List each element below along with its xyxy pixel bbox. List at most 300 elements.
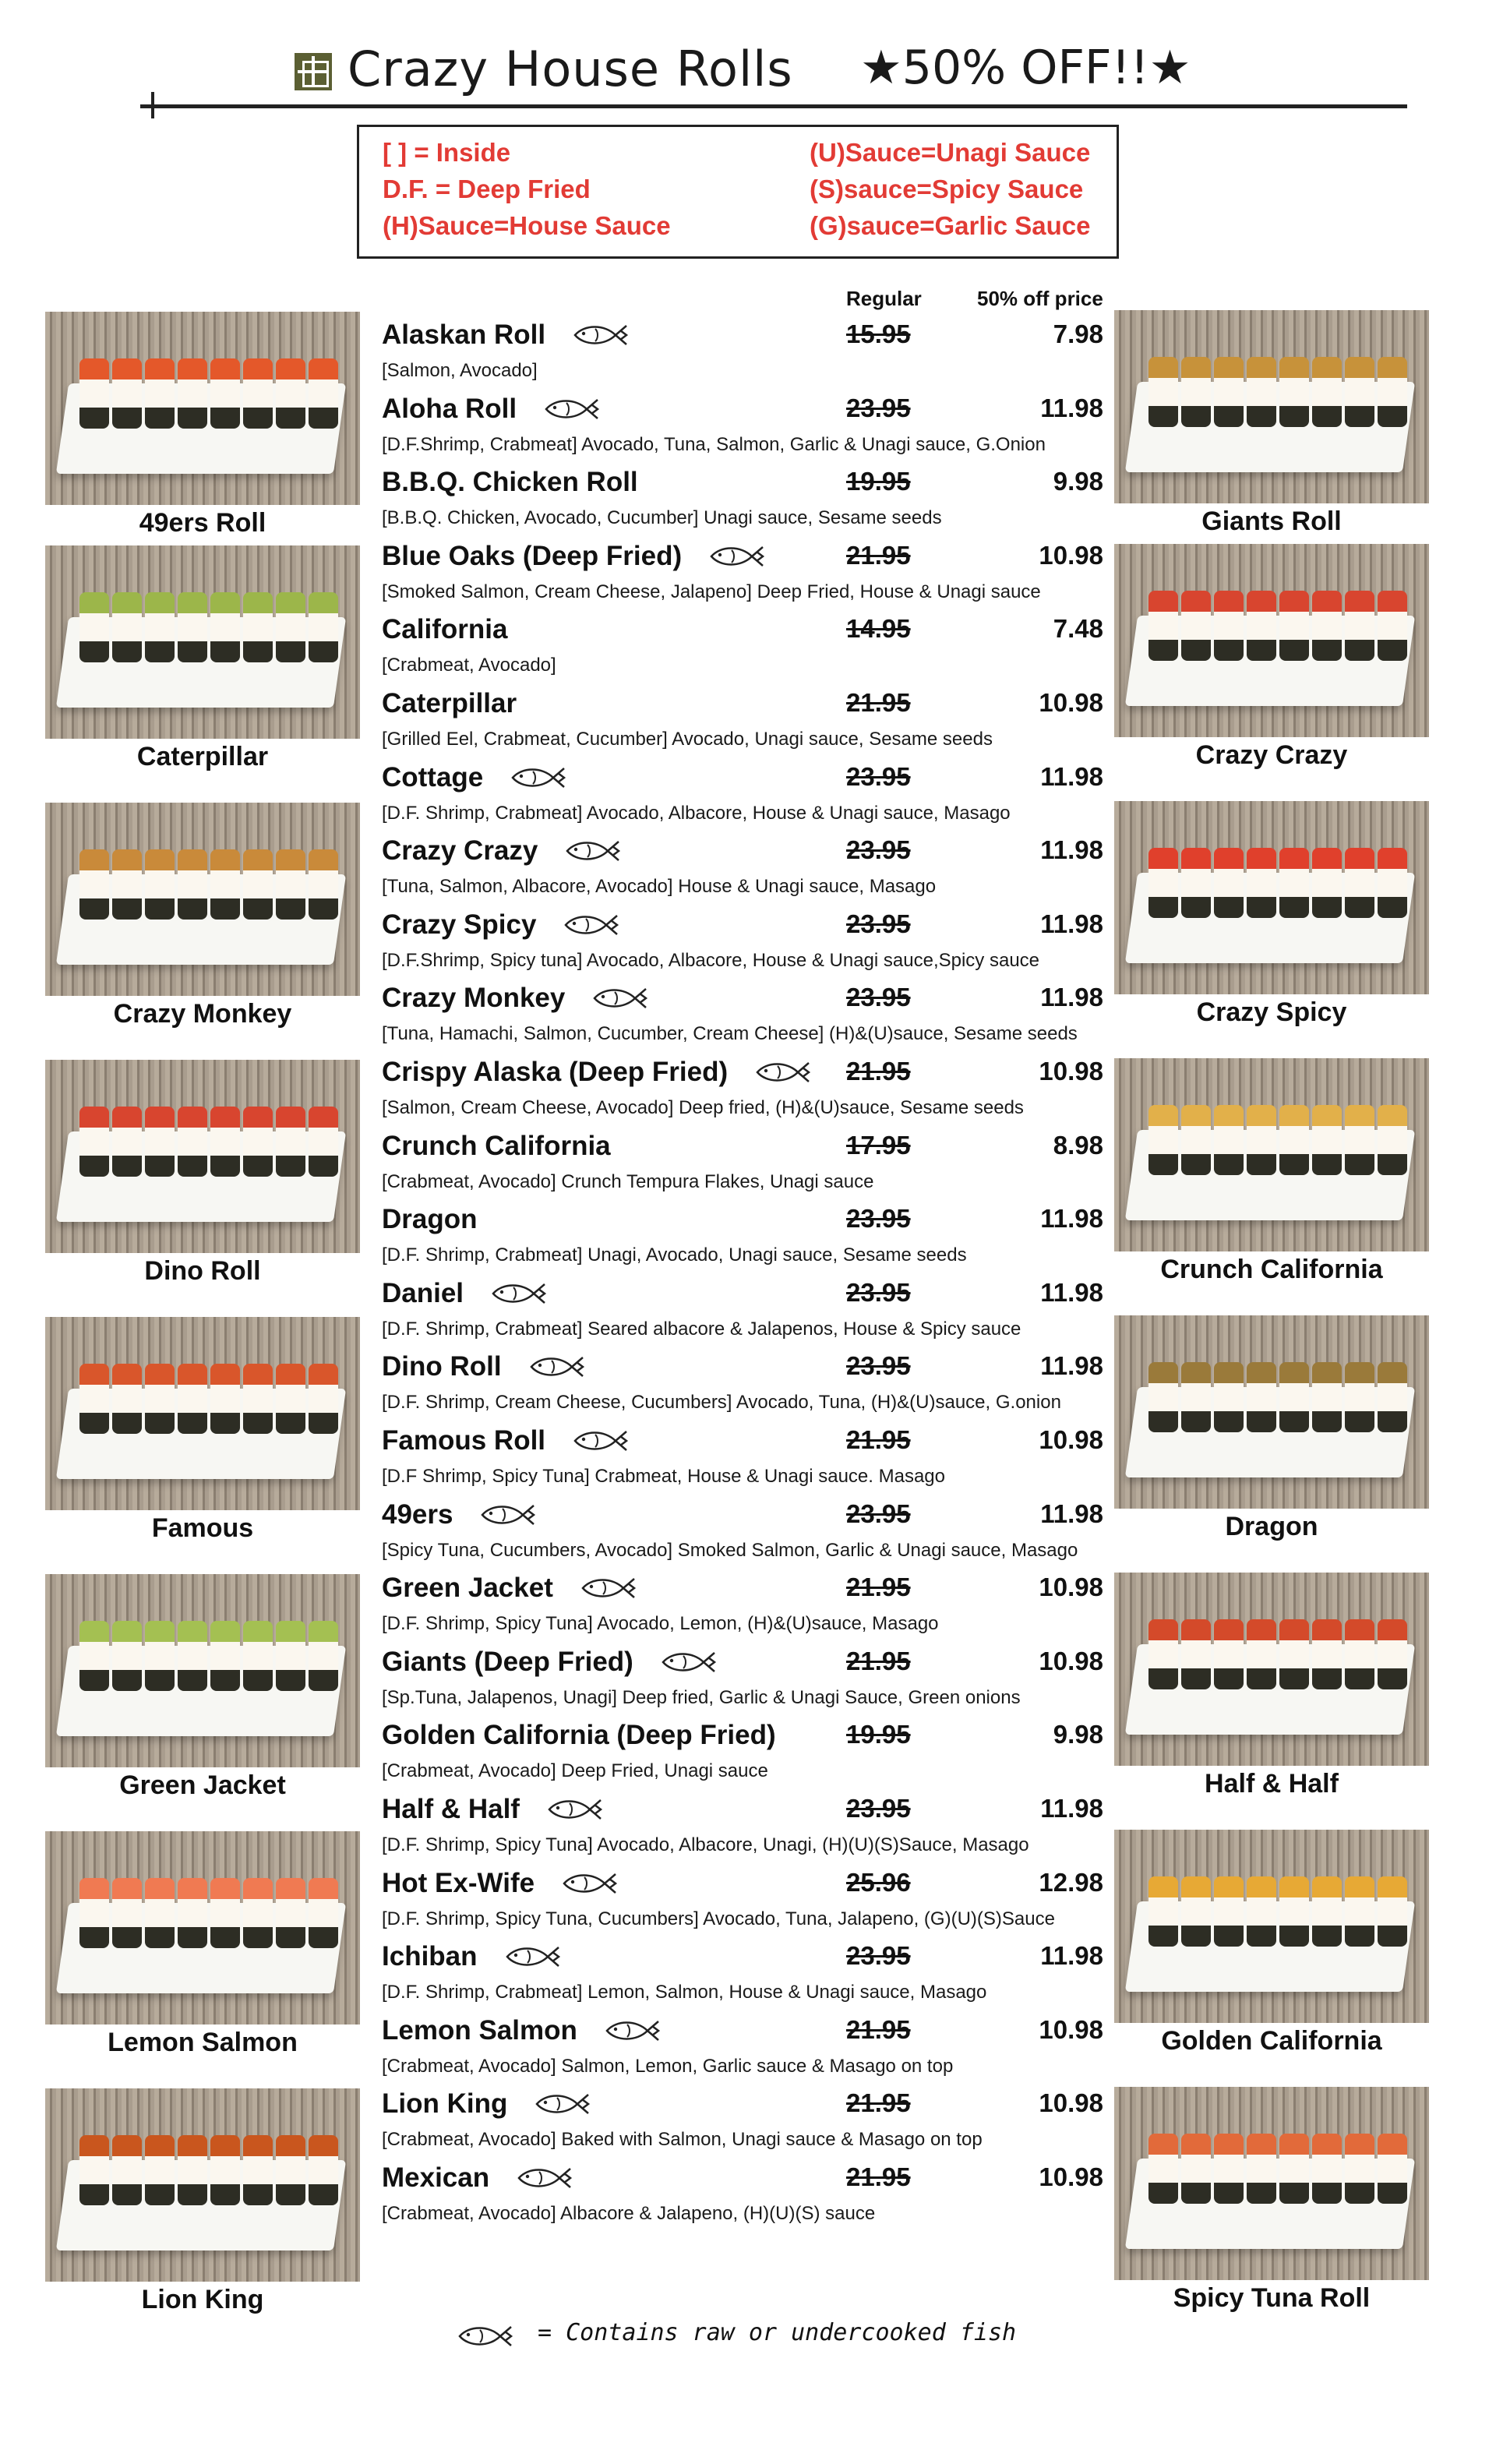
sushi-piece <box>1378 1362 1407 1432</box>
sushi-photo <box>45 312 360 505</box>
menu-item-description: [Salmon, Cream Cheese, Avocado] Deep fried, (H)&(U)sauce, Sesame seeds <box>382 1097 1024 1118</box>
sushi-piece <box>243 1107 273 1177</box>
sushi-piece <box>1279 1362 1309 1432</box>
regular-price: 21.95 <box>846 688 911 717</box>
menu-item-name: Crazy Crazy <box>382 835 538 867</box>
photo-caption: Giants Roll <box>1201 507 1342 536</box>
sushi-piece <box>1181 357 1211 427</box>
sushi-piece <box>145 1364 175 1434</box>
raw-fish-icon <box>457 2322 514 2350</box>
menu-item-description: [D.F. Shrimp, Crabmeat] Seared albacore & Jalapenos, House & Spicy sauce <box>382 1318 1021 1340</box>
sushi-photo <box>45 1574 360 1767</box>
menu-item-name: Green Jacket <box>382 1573 553 1604</box>
photo-caption: Crazy Crazy <box>1195 740 1348 770</box>
logo-cross <box>298 70 329 73</box>
sushi-piece <box>145 358 175 429</box>
sushi-piece <box>243 358 273 429</box>
photo-caption: Dino Roll <box>144 1256 261 1286</box>
menu-item-name: Blue Oaks (Deep Fried) <box>382 540 683 571</box>
sushi-piece <box>178 1878 207 1948</box>
menu-item-description: [D.F. Shrimp, Spicy Tuna, Cucumbers] Avocado, Tuna, Jalapeno, (G)(U)(S)Sauce <box>382 1908 1055 1929</box>
menu-item-description: [D.F. Shrimp, Spicy Tuna] Avocado, Albacore, Unagi, (H)(U)(S)Sauce, Masago <box>382 1834 1029 1855</box>
sale-price: 11.98 <box>1040 761 1103 791</box>
regular-price: 23.95 <box>846 1794 911 1823</box>
sushi-piece <box>1181 2134 1211 2204</box>
sushi-piece <box>145 592 175 662</box>
sushi-piece <box>1345 1362 1374 1432</box>
menu-item-name: Half & Half <box>382 1794 520 1824</box>
sushi-piece <box>243 1878 273 1948</box>
legend-house-sauce: (H)Sauce=House Sauce <box>383 211 671 240</box>
regular-price: 21.95 <box>846 2162 911 2191</box>
sushi-piece <box>112 592 142 662</box>
sushi-piece <box>1247 591 1276 661</box>
sushi-piece <box>112 1878 142 1948</box>
sushi-piece <box>309 592 338 662</box>
photo-caption: Famous <box>151 1513 254 1543</box>
sushi-piece <box>79 849 109 920</box>
raw-fish-icon <box>591 984 649 1012</box>
regular-price: 23.95 <box>846 835 911 865</box>
menu-item-name: Famous Roll <box>382 1425 546 1456</box>
header-divider <box>140 104 1407 108</box>
menu-item-name: Crunch California <box>382 1130 611 1161</box>
menu-item-description: [Sp.Tuna, Jalapenos, Unagi] Deep fried, Garlic & Unagi Sauce, Green onions <box>382 1686 1021 1708</box>
photo-caption: Crunch California <box>1160 1255 1383 1284</box>
sushi-piece <box>112 2135 142 2205</box>
menu-item-name: Crazy Monkey <box>382 983 566 1014</box>
sushi-piece <box>1378 591 1407 661</box>
sushi-piece <box>112 1107 142 1177</box>
sushi-piece <box>210 1364 240 1434</box>
sushi-piece <box>1279 2134 1309 2204</box>
sushi-piece <box>112 849 142 920</box>
menu-item-description: [Grilled Eel, Crabmeat, Cucumber] Avocado, Unagi sauce, Sesame seeds <box>382 729 993 750</box>
regular-price: 21.95 <box>846 2088 911 2118</box>
raw-fish-icon <box>572 321 630 349</box>
sale-price: 10.98 <box>1039 1646 1103 1675</box>
legend-inside: [ ] = Inside <box>383 138 511 167</box>
legend-box <box>357 125 1119 259</box>
sushi-piece <box>1378 2134 1407 2204</box>
sushi-piece <box>1312 1105 1342 1175</box>
sushi-piece <box>243 2135 273 2205</box>
sushi-piece <box>1312 357 1342 427</box>
sale-price: 10.98 <box>1039 1425 1103 1454</box>
sushi-piece <box>1214 848 1244 918</box>
raw-fish-icon <box>490 1280 548 1308</box>
sushi-piece <box>1345 1876 1374 1947</box>
sushi-photo <box>1114 1573 1429 1766</box>
menu-item-description: [Crabmeat, Avocado] Deep Fried, Unagi sauce <box>382 1760 768 1782</box>
menu-item-description: [Smoked Salmon, Cream Cheese, Jalapeno] Deep Fried, House & Unagi sauce <box>382 581 1041 602</box>
photo-caption: Half & Half <box>1205 1769 1339 1799</box>
regular-price: 23.95 <box>846 393 911 422</box>
menu-item-description: [Crabmeat, Avocado] Albacore & Jalapeno, (H)(U)(S) sauce <box>382 2203 876 2224</box>
sushi-piece <box>276 1878 305 1948</box>
regular-price: 14.95 <box>846 614 911 644</box>
menu-item-name: Ichiban <box>382 1941 478 1972</box>
regular-price: 21.95 <box>846 1573 911 1602</box>
sushi-piece <box>210 592 240 662</box>
sushi-photo <box>1114 544 1429 737</box>
sushi-piece <box>1378 1619 1407 1689</box>
sushi-piece <box>1247 1105 1276 1175</box>
sushi-piece <box>1247 848 1276 918</box>
sushi-piece <box>1181 591 1211 661</box>
menu-item-name: Mexican <box>382 2162 490 2193</box>
sushi-piece <box>1345 1619 1374 1689</box>
sushi-piece <box>309 849 338 920</box>
sale-price: 11.98 <box>1040 1794 1103 1823</box>
menu-item-description: [D.F. Shrimp, Spicy Tuna] Avocado, Lemon, (H)&(U)sauce, Masago <box>382 1613 939 1635</box>
menu-item-description: [Crabmeat, Avocado] <box>382 655 556 676</box>
sushi-piece <box>243 592 273 662</box>
menu-item-name: Lion King <box>382 2088 508 2120</box>
sushi-piece <box>1378 848 1407 918</box>
sushi-piece <box>243 1621 273 1691</box>
sushi-piece <box>1279 1876 1309 1947</box>
sushi-piece <box>1247 357 1276 427</box>
regular-price: 19.95 <box>846 1720 911 1749</box>
regular-price: 23.95 <box>846 983 911 1012</box>
sushi-photo <box>45 2088 360 2282</box>
menu-item-name: Dragon <box>382 1204 478 1235</box>
sushi-piece <box>1148 848 1178 918</box>
sushi-photo <box>45 1060 360 1253</box>
photo-caption: Spicy Tuna Roll <box>1173 2283 1371 2313</box>
sushi-piece <box>210 358 240 429</box>
sale-price: 10.98 <box>1039 2088 1103 2118</box>
raw-fish-icon <box>564 837 622 865</box>
photo-caption: Golden California <box>1161 2026 1382 2056</box>
sushi-piece <box>79 358 109 429</box>
sale-price: 11.98 <box>1040 1277 1103 1307</box>
sushi-photo <box>1114 2087 1429 2280</box>
sushi-photo <box>1114 1315 1429 1509</box>
sushi-piece <box>79 1878 109 1948</box>
sale-price: 10.98 <box>1039 540 1103 570</box>
sushi-piece <box>1148 1362 1178 1432</box>
sushi-piece <box>1279 1105 1309 1175</box>
sushi-piece <box>145 1878 175 1948</box>
sushi-piece <box>1312 1619 1342 1689</box>
legend-garlic-sauce: (G)sauce=Garlic Sauce <box>810 211 1091 240</box>
raw-fish-icon <box>510 764 567 792</box>
header-divider-tick <box>151 92 154 118</box>
menu-item-name: Aloha Roll <box>382 393 517 424</box>
sushi-piece <box>178 1107 207 1177</box>
regular-price: 23.95 <box>846 1277 911 1307</box>
menu-item-description: [D.F. Shrimp, Cream Cheese, Cucumbers] Avocado, Tuna, (H)&(U)sauce, G.onion <box>382 1392 1061 1414</box>
sushi-piece <box>79 2135 109 2205</box>
sushi-piece <box>1247 1362 1276 1432</box>
raw-fish-note: = Contains raw or undercooked fish <box>538 2319 1017 2346</box>
sushi-piece <box>309 2135 338 2205</box>
sushi-piece <box>276 2135 305 2205</box>
regular-price: 17.95 <box>846 1130 911 1160</box>
sushi-piece <box>178 2135 207 2205</box>
raw-fish-icon <box>516 2164 573 2192</box>
regular-price: 21.95 <box>846 1646 911 1675</box>
sale-price: 8.98 <box>1053 1130 1103 1160</box>
sushi-photo <box>1114 310 1429 503</box>
promo-banner: ★50% OFF!!★ <box>860 41 1191 95</box>
sushi-piece <box>178 1364 207 1434</box>
raw-fish-icon <box>563 911 620 939</box>
sushi-piece <box>1214 591 1244 661</box>
sushi-piece <box>276 1364 305 1434</box>
sushi-piece <box>145 1107 175 1177</box>
sale-price: 10.98 <box>1039 1573 1103 1602</box>
regular-price: 23.95 <box>846 1941 911 1971</box>
sushi-piece <box>79 1621 109 1691</box>
menu-item-name: California <box>382 614 508 645</box>
sale-price: 11.98 <box>1040 983 1103 1012</box>
raw-fish-icon <box>561 1869 619 1897</box>
sushi-piece <box>1181 1619 1211 1689</box>
menu-item-description: [Crabmeat, Avocado] Crunch Tempura Flakes, Unagi sauce <box>382 1170 874 1192</box>
sale-price: 11.98 <box>1040 1204 1103 1234</box>
regular-price: 23.95 <box>846 1499 911 1528</box>
raw-fish-icon <box>604 2017 662 2045</box>
photo-caption: Lemon Salmon <box>108 2028 298 2057</box>
raw-fish-icon <box>660 1648 718 1676</box>
sale-price: 11.98 <box>1040 393 1103 422</box>
sushi-piece <box>1148 591 1178 661</box>
sushi-photo <box>45 1831 360 2025</box>
sushi-piece <box>1279 1619 1309 1689</box>
sushi-piece <box>79 1364 109 1434</box>
sushi-piece <box>1345 2134 1374 2204</box>
sushi-piece <box>1312 1876 1342 1947</box>
menu-item-description: [D.F.Shrimp, Crabmeat] Avocado, Tuna, Salmon, Garlic & Unagi sauce, G.Onion <box>382 433 1046 455</box>
sushi-piece <box>1214 1619 1244 1689</box>
sushi-piece <box>1148 2134 1178 2204</box>
sushi-photo <box>1114 1830 1429 2023</box>
sushi-piece <box>1214 1105 1244 1175</box>
sushi-piece <box>309 1107 338 1177</box>
sale-price: 12.98 <box>1039 1867 1103 1897</box>
menu-item-name: Lemon Salmon <box>382 2014 577 2046</box>
sushi-piece <box>1148 1619 1178 1689</box>
sushi-piece <box>276 358 305 429</box>
sushi-piece <box>309 1621 338 1691</box>
sale-price: 11.98 <box>1040 909 1103 938</box>
sushi-piece <box>210 1621 240 1691</box>
sushi-piece <box>79 592 109 662</box>
raw-fish-icon <box>708 542 766 570</box>
menu-item-description: [D.F. Shrimp, Crabmeat] Unagi, Avocado, Unagi sauce, Sesame seeds <box>382 1244 967 1266</box>
raw-fish-icon <box>479 1501 537 1529</box>
menu-item-name: B.B.Q. Chicken Roll <box>382 467 638 498</box>
sushi-piece <box>309 358 338 429</box>
sale-price: 11.98 <box>1040 1941 1103 1971</box>
sushi-piece <box>178 849 207 920</box>
menu-item-name: Cottage <box>382 761 484 793</box>
sushi-piece <box>210 2135 240 2205</box>
photo-caption: Crazy Monkey <box>113 999 292 1029</box>
sushi-photo <box>45 803 360 996</box>
menu-item-description: [D.F.Shrimp, Spicy tuna] Avocado, Albacore, House & Unagi sauce,Spicy sauce <box>382 949 1040 971</box>
raw-fish-icon <box>572 1427 630 1455</box>
photo-caption: Crazy Spicy <box>1196 997 1347 1027</box>
raw-fish-icon <box>546 1795 604 1823</box>
raw-fish-icon <box>754 1058 812 1086</box>
sushi-piece <box>1247 1619 1276 1689</box>
sushi-piece <box>1148 357 1178 427</box>
sushi-piece <box>1312 2134 1342 2204</box>
sushi-piece <box>1181 1105 1211 1175</box>
sushi-piece <box>145 849 175 920</box>
legend-deep-fried: D.F. = Deep Fried <box>383 175 591 203</box>
page-title: Crazy House Rolls <box>348 41 793 97</box>
menu-item-description: [Tuna, Salmon, Albacore, Avocado] House & Unagi sauce, Masago <box>382 876 937 898</box>
menu-item-name: Crazy Spicy <box>382 909 537 940</box>
sushi-piece <box>145 1621 175 1691</box>
sale-price: 11.98 <box>1040 835 1103 865</box>
menu-item-description: [D.F. Shrimp, Crabmeat] Lemon, Salmon, House & Unagi sauce, Masago <box>382 1982 987 2003</box>
sushi-piece <box>112 1364 142 1434</box>
sushi-piece <box>112 1621 142 1691</box>
sushi-piece <box>309 1364 338 1434</box>
regular-price: 23.95 <box>846 909 911 938</box>
sushi-piece <box>1378 1876 1407 1947</box>
sale-price: 9.98 <box>1053 1720 1103 1749</box>
photo-caption: Dragon <box>1225 1512 1318 1541</box>
regular-price: 21.95 <box>846 2014 911 2044</box>
sale-price: 11.98 <box>1040 1499 1103 1528</box>
photo-caption: Caterpillar <box>136 742 269 771</box>
menu-item-description: [Salmon, Avocado] <box>382 360 538 381</box>
sushi-piece <box>1312 591 1342 661</box>
menu-item-description: [Tuna, Hamachi, Salmon, Cucumber, Cream Cheese] (H)&(U)sauce, Sesame seeds <box>382 1023 1078 1045</box>
sushi-piece <box>1181 1362 1211 1432</box>
sale-price: 11.98 <box>1040 1351 1103 1381</box>
sushi-piece <box>210 1878 240 1948</box>
sushi-piece <box>210 849 240 920</box>
sushi-piece <box>178 358 207 429</box>
sushi-piece <box>1312 848 1342 918</box>
menu-item-description: [D.F. Shrimp, Crabmeat] Avocado, Albacore, House & Unagi sauce, Masago <box>382 802 1011 824</box>
raw-fish-icon <box>528 1353 586 1381</box>
menu-item-name: Hot Ex-Wife <box>382 1867 535 1898</box>
regular-price: 21.95 <box>846 1425 911 1454</box>
sushi-piece <box>1181 848 1211 918</box>
sushi-piece <box>1214 1876 1244 1947</box>
regular-price: 23.95 <box>846 761 911 791</box>
sushi-piece <box>243 849 273 920</box>
regular-price-header: Regular <box>846 287 922 310</box>
sushi-piece <box>1214 357 1244 427</box>
photo-caption: 49ers Roll <box>139 508 266 538</box>
sushi-piece <box>1214 1362 1244 1432</box>
sale-price: 7.98 <box>1053 319 1103 348</box>
sale-price: 10.98 <box>1039 2014 1103 2044</box>
sushi-piece <box>1312 1362 1342 1432</box>
menu-item-name: Giants (Deep Fried) <box>382 1646 633 1677</box>
sushi-piece <box>1345 591 1374 661</box>
sushi-piece <box>1181 1876 1211 1947</box>
sushi-piece <box>112 358 142 429</box>
sale-price: 10.98 <box>1039 1057 1103 1086</box>
sale-price: 10.98 <box>1039 2162 1103 2191</box>
sushi-piece <box>1279 591 1309 661</box>
sushi-piece <box>276 849 305 920</box>
sushi-piece <box>309 1878 338 1948</box>
legend-unagi-sauce: (U)Sauce=Unagi Sauce <box>810 138 1091 167</box>
sale-price: 7.48 <box>1053 614 1103 644</box>
sushi-piece <box>1148 1876 1178 1947</box>
menu-item-description: [Spicy Tuna, Cucumbers, Avocado] Smoked Salmon, Garlic & Unagi sauce, Masago <box>382 1539 1078 1561</box>
raw-fish-icon <box>580 1574 637 1602</box>
sale-price-header: 50% off price <box>977 287 1103 310</box>
menu-item-name: Dino Roll <box>382 1351 502 1382</box>
sushi-piece <box>145 2135 175 2205</box>
sushi-piece <box>1247 1876 1276 1947</box>
sushi-photo <box>45 1317 360 1510</box>
sushi-piece <box>178 1621 207 1691</box>
menu-item-description: [Crabmeat, Avocado] Salmon, Lemon, Garlic sauce & Masago on top <box>382 2055 954 2077</box>
menu-item-description: [Crabmeat, Avocado] Baked with Salmon, Unagi sauce & Masago on top <box>382 2129 983 2151</box>
menu-item-name: Crispy Alaska (Deep Fried) <box>382 1057 729 1087</box>
sushi-piece <box>276 1107 305 1177</box>
sushi-piece <box>1378 357 1407 427</box>
sushi-piece <box>1279 848 1309 918</box>
photo-caption: Green Jacket <box>119 1770 286 1800</box>
sushi-piece <box>1279 357 1309 427</box>
sushi-piece <box>79 1107 109 1177</box>
menu-item-name: Caterpillar <box>382 688 517 718</box>
menu-item-description: [B.B.Q. Chicken, Avocado, Cucumber] Unagi sauce, Sesame seeds <box>382 507 942 529</box>
regular-price: 25.96 <box>846 1867 911 1897</box>
sushi-piece <box>276 592 305 662</box>
raw-fish-icon <box>534 2090 591 2118</box>
regular-price: 21.95 <box>846 1057 911 1086</box>
sale-price: 9.98 <box>1053 467 1103 496</box>
sushi-piece <box>178 592 207 662</box>
menu-item-name: Daniel <box>382 1277 464 1308</box>
menu-item-name: Alaskan Roll <box>382 319 546 350</box>
sushi-photo <box>45 545 360 739</box>
legend-spicy-sauce: (S)sauce=Spicy Sauce <box>810 175 1084 203</box>
sushi-piece <box>1214 2134 1244 2204</box>
sushi-photo <box>1114 801 1429 994</box>
menu-item-name: 49ers <box>382 1499 453 1530</box>
raw-fish-icon <box>504 1943 562 1971</box>
regular-price: 23.95 <box>846 1204 911 1234</box>
regular-price: 23.95 <box>846 1351 911 1381</box>
sushi-piece <box>1148 1105 1178 1175</box>
regular-price: 19.95 <box>846 467 911 496</box>
sushi-piece <box>1247 2134 1276 2204</box>
menu-item-description: [D.F Shrimp, Spicy Tuna] Crabmeat, House & Unagi sauce. Masago <box>382 1466 945 1487</box>
sushi-piece <box>243 1364 273 1434</box>
photo-caption: Lion King <box>141 2285 264 2314</box>
sushi-piece <box>276 1621 305 1691</box>
menu-item-name: Golden California (Deep Fried) <box>382 1720 776 1751</box>
sale-price: 10.98 <box>1039 688 1103 717</box>
raw-fish-icon <box>543 395 601 423</box>
sushi-piece <box>1378 1105 1407 1175</box>
sushi-piece <box>210 1107 240 1177</box>
sushi-piece <box>1345 357 1374 427</box>
sushi-photo <box>1114 1058 1429 1251</box>
sushi-piece <box>1345 848 1374 918</box>
sushi-piece <box>1345 1105 1374 1175</box>
regular-price: 15.95 <box>846 319 911 348</box>
regular-price: 21.95 <box>846 540 911 570</box>
